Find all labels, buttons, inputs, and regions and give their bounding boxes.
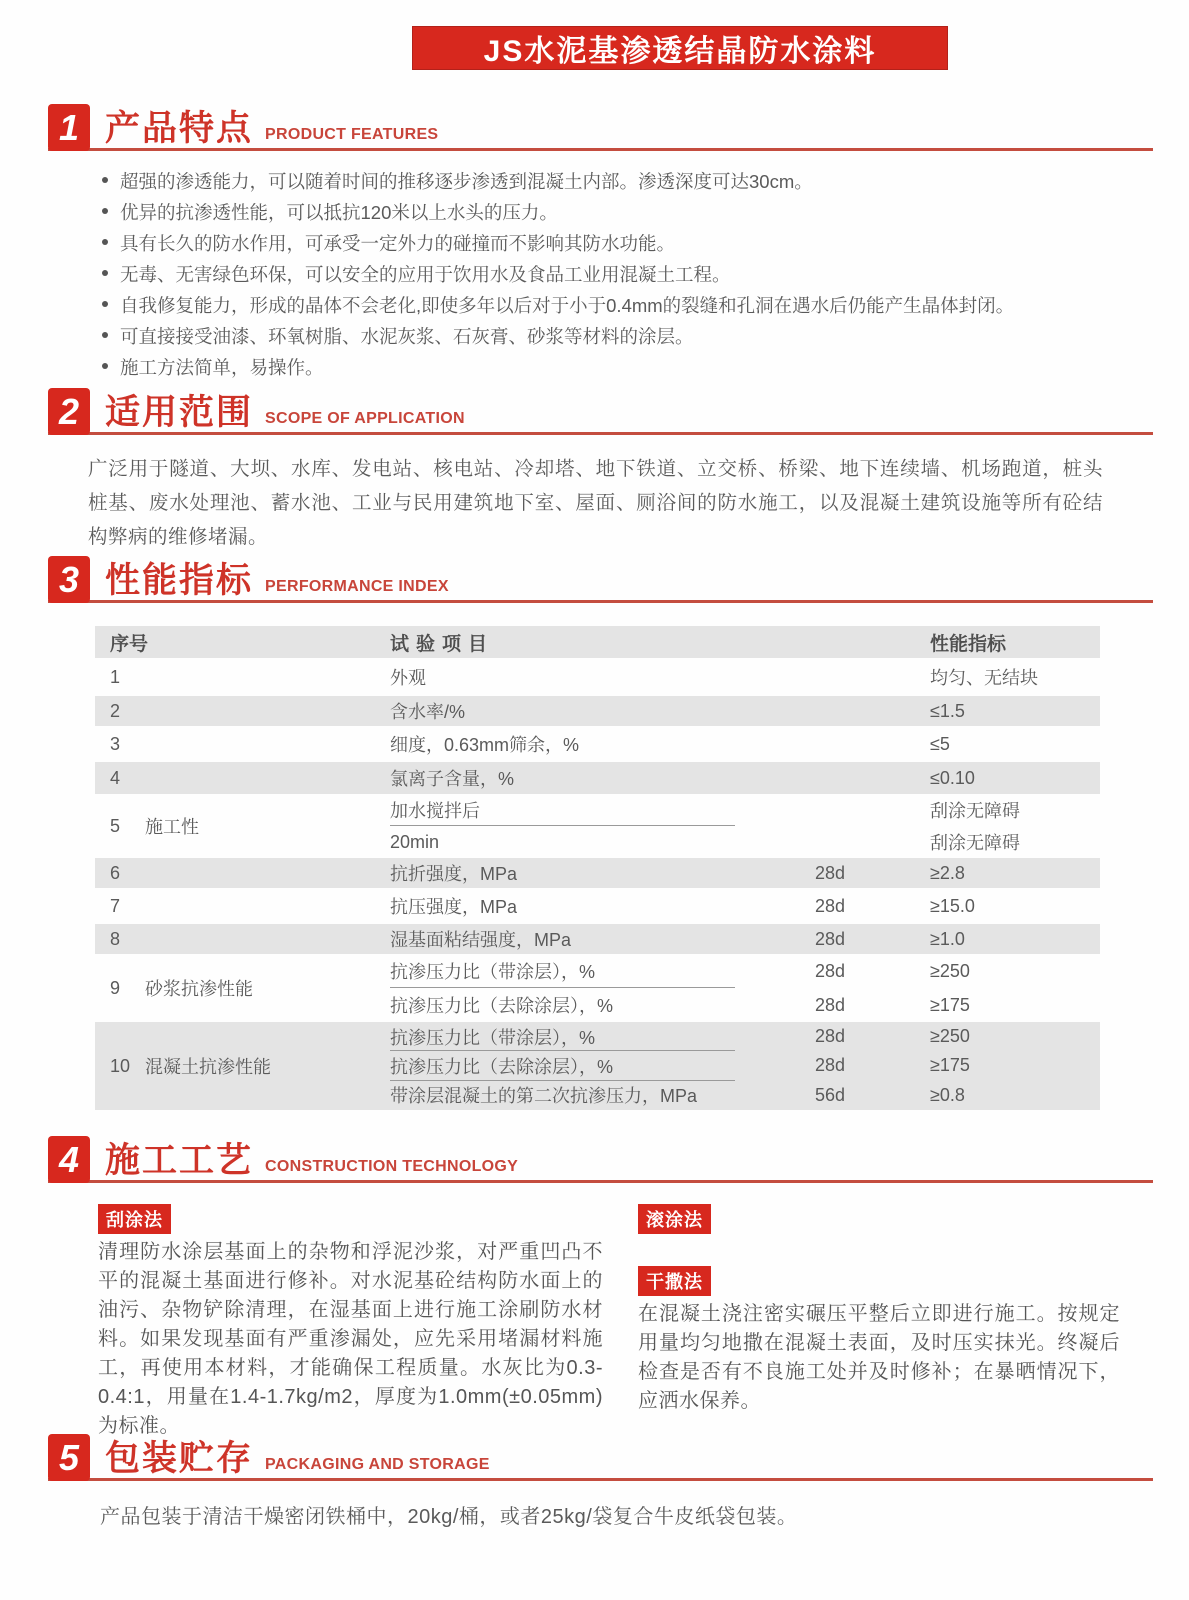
- section-number-badge: 4: [48, 1136, 90, 1183]
- age-cell: 28d: [815, 994, 846, 1015]
- feature-bullet: [100, 168, 1110, 199]
- feature-bullet: [100, 230, 1110, 261]
- index-value: ≥2.8: [930, 862, 965, 883]
- feature-bullet: [100, 261, 1110, 292]
- age-cell: [805, 658, 915, 696]
- section-bar: [48, 1434, 1153, 1481]
- feature-text: 优异的抗渗透性能，可以抵抗120米以上水头的压力。: [120, 202, 558, 223]
- age-cell: 28d: [815, 1055, 846, 1076]
- age-cell: 28d: [815, 960, 846, 981]
- table-row: [95, 924, 1100, 954]
- row-number: 9: [110, 977, 121, 998]
- performance-table: [95, 626, 1100, 1110]
- test-item: 外观: [390, 668, 426, 688]
- table-row: [95, 858, 1100, 888]
- age-cell: 28d: [815, 1026, 846, 1047]
- header-no: 序号: [110, 633, 149, 655]
- age-cell: 56d: [815, 1084, 846, 1105]
- section-subtitle-en: PERFORMANCE INDEX: [265, 578, 449, 595]
- test-item-group: [385, 794, 805, 858]
- header-age: [805, 626, 915, 658]
- section-number-badge: 3: [48, 556, 90, 603]
- index-value: ≤0.10: [930, 767, 975, 788]
- age-cell-group: [805, 1022, 915, 1110]
- method-badge-roll: 滚涂法: [638, 1204, 711, 1234]
- index-value: ≥15.0: [930, 895, 975, 916]
- feature-text: 可直接接受油漆、环氧树脂、水泥灰浆、石灰膏、砂浆等材料的涂层。: [120, 326, 694, 347]
- feature-bullet: [100, 354, 1110, 385]
- scope-paragraph: 广泛用于隧道、大坝、水库、发电站、核电站、冷却塔、地下铁道、立交桥、桥梁、地下连续墙、机场跑道，桩头桩基、废水处理池、蓄水池、工业与民用建筑地下室、屋面、厕浴间的防水施工，以及混凝土建筑设施等所有砼结构弊病的维修堵漏。: [88, 458, 1103, 548]
- feature-text: 自我修复能力，形成的晶体不会老化,即使多年以后对于小于0.4mm的裂缝和孔洞在遇水后仍能产生晶体封闭。: [120, 295, 1015, 316]
- section-bar: [48, 1136, 1153, 1183]
- section-1-header: [48, 104, 1153, 151]
- test-item: 抗压强度，MPa: [390, 897, 518, 917]
- age-cell: [805, 762, 915, 794]
- bullet-dot-icon: [102, 177, 108, 183]
- row-category: 砂浆抗渗性能: [145, 979, 253, 999]
- table-row: [95, 696, 1100, 726]
- row-number: 10: [110, 1055, 131, 1076]
- index-value: ≥1.0: [930, 928, 965, 949]
- index-value-group: [915, 954, 1100, 1022]
- row-category: 施工性: [145, 817, 199, 837]
- method-paragraph-scrape: 清理防水涂层基面上的杂物和浮泥沙浆，对严重凹凸不平的混凝土基面进行修补。对水泥基砼结构防水面上的油污、杂物铲除清理，在湿基面上进行施工涂刷防水材料。如果发现基面有严重渗漏处，应先采用堵漏材料施工，再使用本材料，才能确保工程质量。水灰比为0.3-0.4:1，用量在1.4-1.7kg/m2，厚度为1.0mm(±0.05mm)为标准。: [98, 1241, 603, 1437]
- test-item: 含水率/%: [390, 702, 466, 722]
- section-title: 包装贮存: [105, 1439, 254, 1478]
- age-cell: [805, 726, 915, 762]
- test-item: 细度，0.63mm筛余，%: [390, 735, 580, 755]
- section-subtitle-en: SCOPE OF APPLICATION: [265, 410, 465, 427]
- test-item: 20min: [390, 831, 440, 852]
- test-item-group: [385, 1022, 805, 1110]
- test-item: 抗折强度，MPa: [390, 864, 518, 884]
- section-title: 产品特点: [105, 109, 254, 148]
- test-item: 抗渗压力比（带涂层），%: [390, 1022, 805, 1051]
- age-cell: [805, 696, 915, 726]
- feature-text: 施工方法简单，易操作。: [120, 357, 324, 378]
- section-bar: [48, 556, 1153, 603]
- table-row: [95, 726, 1100, 762]
- test-item: 带涂层混凝土的第二次抗渗压力，MPa: [390, 1086, 698, 1107]
- bullet-dot-icon: [102, 332, 108, 338]
- row-number: 2: [110, 700, 121, 721]
- age-cell-group: [805, 954, 915, 1022]
- method-badge-scrape: 刮涂法: [98, 1204, 171, 1234]
- feature-bullet: [100, 199, 1110, 230]
- age-cell: [815, 794, 915, 826]
- index-value-group: [915, 794, 1100, 858]
- row-number: 1: [110, 666, 121, 687]
- section-subtitle-en: CONSTRUCTION TECHNOLOGY: [265, 1158, 519, 1175]
- table-row: [95, 1022, 1100, 1110]
- bullet-dot-icon: [102, 270, 108, 276]
- index-value: ≥175: [930, 994, 970, 1015]
- packaging-paragraph: 产品包装于清洁干燥密闭铁桶中，20kg/桶，或者25kg/袋复合牛皮纸袋包装。: [100, 1506, 798, 1528]
- section-2-header: [48, 388, 1153, 435]
- row-number: 3: [110, 733, 121, 754]
- index-value: 均匀、无结块: [930, 668, 1038, 688]
- table-row: [95, 954, 1100, 1022]
- test-item: 氯离子含量，%: [390, 769, 515, 789]
- test-item: 湿基面粘结强度，MPa: [390, 930, 572, 950]
- test-item-group: [385, 954, 805, 1022]
- section-subtitle-en: PACKAGING AND STORAGE: [265, 1456, 490, 1473]
- bullet-dot-icon: [102, 208, 108, 214]
- row-number: 6: [110, 862, 121, 883]
- row-category: [145, 858, 385, 888]
- feature-bullet: [100, 323, 1110, 354]
- section-bar: [48, 388, 1153, 435]
- section-title: 施工工艺: [105, 1141, 254, 1180]
- section-number-badge: 5: [48, 1434, 90, 1481]
- method-badge-dry: 干撒法: [638, 1266, 711, 1296]
- index-value-group: [915, 1022, 1100, 1110]
- table-header-row: [95, 626, 1100, 658]
- index-value: 刮涂无障碍: [930, 833, 1020, 853]
- index-value: ≥175: [930, 1055, 970, 1076]
- method-paragraph-dry: 在混凝土浇注密实碾压平整后立即进行施工。按规定用量均匀地撒在混凝土表面，及时压实抹光。终凝后检查是否有不良施工处并及时修补；在暴晒情况下，应洒水保养。: [638, 1303, 1120, 1412]
- test-item: 抗渗压力比（去除涂层），%: [390, 1051, 805, 1080]
- index-value: 刮涂无障碍: [930, 801, 1020, 821]
- row-number: 7: [110, 895, 121, 916]
- index-value: ≥250: [930, 960, 970, 981]
- age-cell: 28d: [815, 862, 846, 883]
- row-category: [145, 658, 385, 696]
- row-category: [145, 696, 385, 726]
- section-title: 性能指标: [105, 561, 254, 600]
- bullet-dot-icon: [102, 239, 108, 245]
- table-row: [95, 794, 1100, 858]
- feature-text: 具有长久的防水作用，可承受一定外力的碰撞而不影响其防水功能。: [120, 233, 676, 254]
- product-title-banner: [412, 26, 948, 70]
- row-number: 4: [110, 767, 121, 788]
- age-cell: 28d: [815, 928, 846, 949]
- section-bar: [48, 104, 1153, 151]
- feature-text: 无毒、无害绿色环保，可以安全的应用于饮用水及食品工业用混凝土工程。: [120, 264, 731, 285]
- section-4-header: [48, 1136, 1153, 1183]
- row-number: 5: [110, 815, 121, 836]
- row-category: [145, 726, 385, 762]
- table-row: [95, 658, 1100, 696]
- section-title: 适用范围: [105, 393, 254, 432]
- row-category: 混凝土抗渗性能: [145, 1057, 271, 1077]
- header-test-item: 试验项目: [390, 633, 495, 655]
- index-value: ≤5: [930, 733, 950, 754]
- feature-text: 超强的渗透能力，可以随着时间的推移逐步渗透到混凝土内部。渗透深度可达30cm。: [120, 171, 813, 192]
- bullet-dot-icon: [102, 301, 108, 307]
- feature-list: [100, 168, 1110, 385]
- index-value: ≥250: [930, 1026, 970, 1047]
- table-row: [95, 762, 1100, 794]
- product-title: JS水泥基渗透结晶防水涂料: [483, 35, 877, 68]
- section-number-badge: 1: [48, 104, 90, 151]
- section-subtitle-en: PRODUCT FEATURES: [265, 126, 439, 143]
- feature-bullet: [100, 292, 1110, 323]
- table-row: [95, 888, 1100, 924]
- row-category: [145, 762, 385, 794]
- bullet-dot-icon: [102, 363, 108, 369]
- index-value: ≥0.8: [930, 1084, 965, 1105]
- age-cell-group: [805, 794, 915, 858]
- section-number-badge: 2: [48, 388, 90, 435]
- age-cell: 28d: [815, 895, 846, 916]
- section-5-header: [48, 1434, 1153, 1481]
- test-item: 抗渗压力比（带涂层），%: [390, 954, 805, 988]
- row-category: [145, 924, 385, 954]
- index-value: ≤1.5: [930, 700, 965, 721]
- row-number: 8: [110, 928, 121, 949]
- age-cell: [815, 826, 915, 858]
- test-item: 加水搅拌后: [390, 794, 805, 826]
- row-category: [145, 888, 385, 924]
- test-item: 抗渗压力比（去除涂层），%: [390, 996, 614, 1016]
- section-3-header: [48, 556, 1153, 603]
- header-index: 性能指标: [930, 633, 1007, 655]
